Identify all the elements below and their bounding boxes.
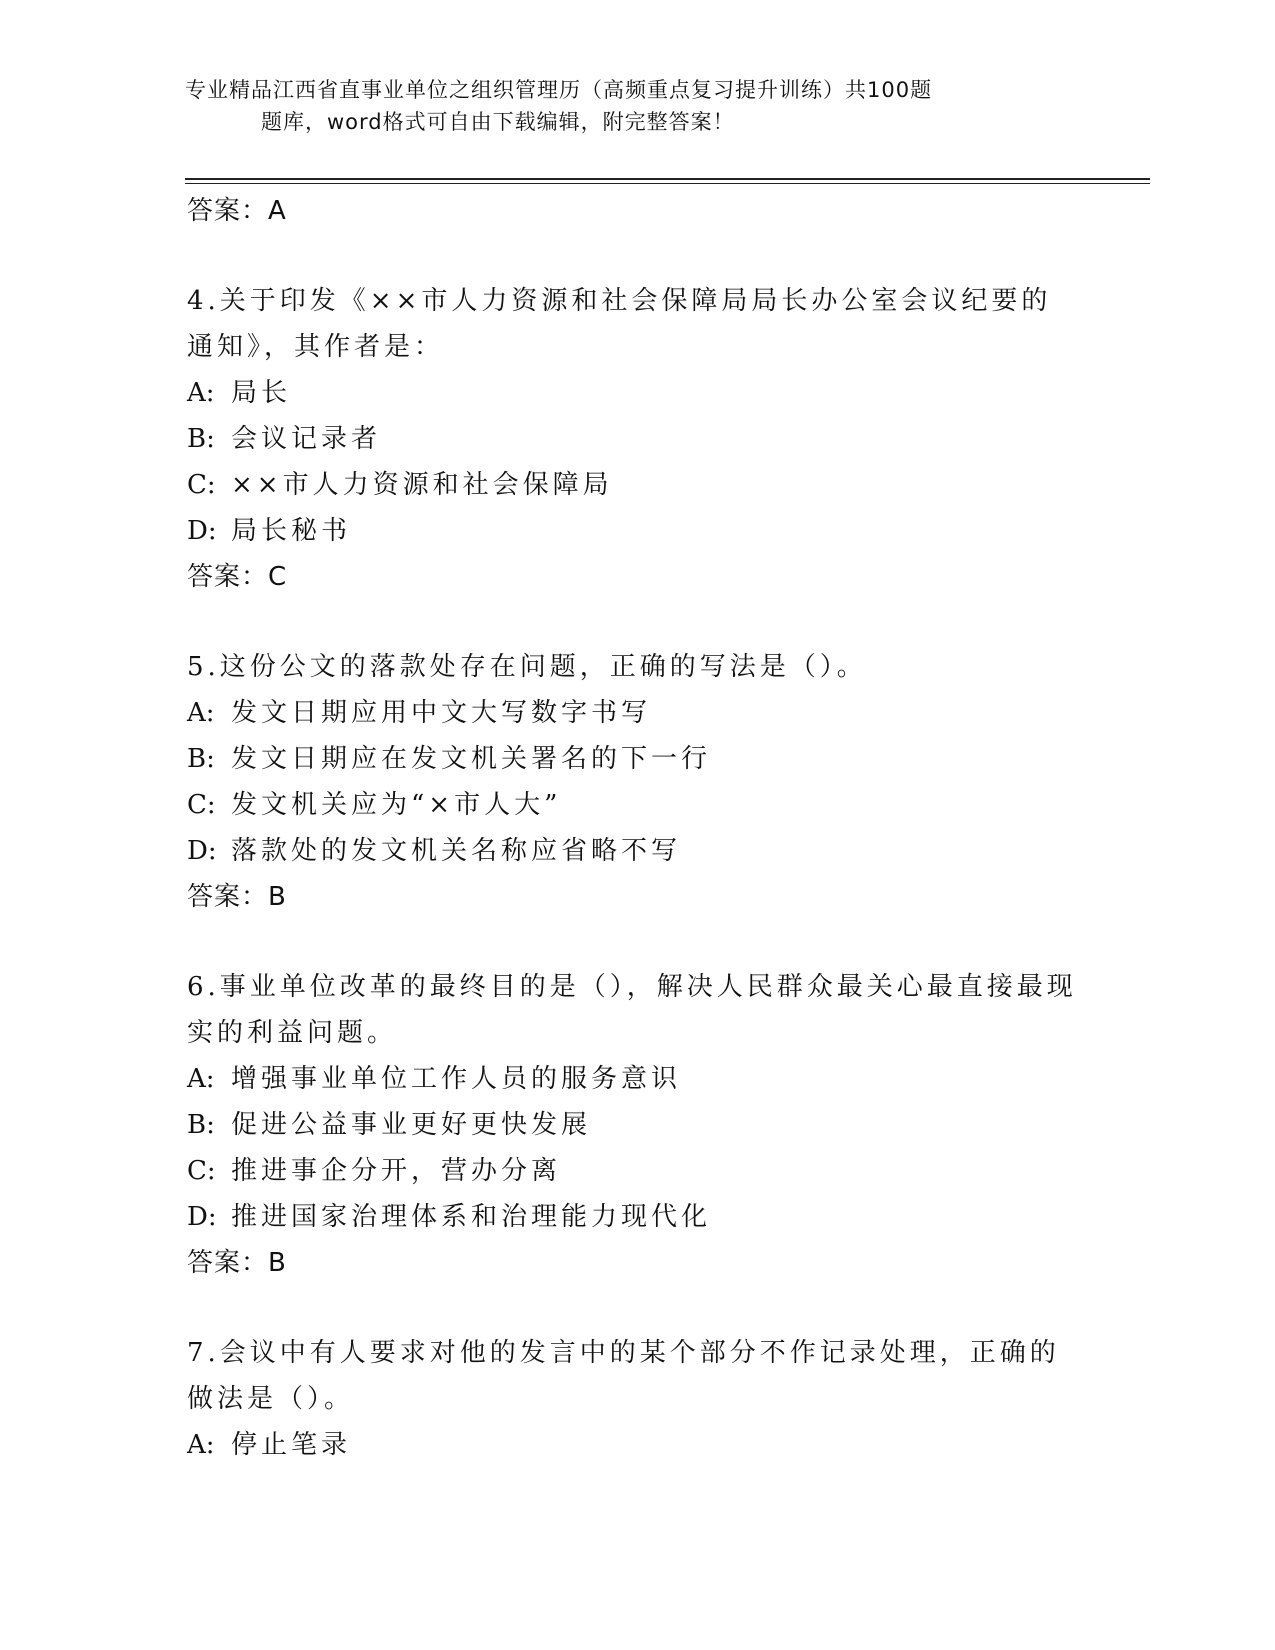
option-letter: B: (187, 1110, 215, 1140)
option-letter: C: (187, 1156, 216, 1186)
question-stem: 5.这份公文的落款处存在问题，正确的写法是（）。 (187, 652, 867, 682)
option-text: 落款处的发文机关名称应省略不写 (231, 836, 682, 866)
option-text: 发文日期应用中文大写数字书写 (231, 698, 652, 728)
answer-line: 答案：A (187, 196, 287, 226)
option-text: 停止笔录 (231, 1430, 352, 1460)
option-text: 局长秘书 (231, 516, 352, 546)
question-block (187, 1330, 1077, 1468)
option-letter: A: (187, 378, 215, 408)
answer-line: 答案：B (187, 1248, 287, 1278)
header-divider-thick (185, 178, 1150, 180)
option-row (187, 1148, 1077, 1194)
option-text: ××市人力资源和社会保障局 (231, 470, 613, 500)
option-letter: C: (187, 470, 216, 500)
question-block (187, 278, 1077, 600)
option-letter: D: (187, 516, 217, 546)
option-row (187, 1102, 1077, 1148)
question-list (187, 188, 1077, 1468)
option-row (187, 1422, 1077, 1468)
option-letter: B: (187, 744, 215, 774)
option-letter: C: (187, 790, 216, 820)
option-text: 发文机关应为“×市人大” (231, 790, 562, 820)
option-row (187, 370, 1077, 416)
question-stem: 7.会议中有人要求对他的发言中的某个部分不作记录处理，正确的做法是（）。 (187, 1338, 1060, 1414)
option-text: 推进国家治理体系和治理能力现代化 (231, 1202, 712, 1232)
option-letter: A: (187, 1064, 215, 1094)
option-row (187, 828, 1077, 874)
answer-line: 答案：C (187, 562, 288, 592)
option-text: 推进事企分开，营办分离 (231, 1156, 562, 1186)
question-block (187, 644, 1077, 920)
option-row (187, 462, 1077, 508)
document-header (185, 74, 1065, 138)
option-row (187, 1056, 1077, 1102)
header-title-line-1: 专业精品江西省直事业单位之组织管理历（高频重点复习提升训练）共100题 (185, 78, 933, 102)
question-block (187, 964, 1077, 1286)
header-title-line-2: 题库，word格式可自由下载编辑，附完整答案！ (261, 110, 735, 134)
option-row (187, 690, 1077, 736)
option-letter: B: (187, 424, 215, 454)
question-stem: 4.关于印发《××市人力资源和社会保障局局长办公室会议纪要的通知》，其作者是： (187, 286, 1052, 362)
option-letter: A: (187, 1430, 215, 1460)
option-text: 促进公益事业更好更快发展 (231, 1110, 592, 1140)
option-row (187, 416, 1077, 462)
option-row (187, 782, 1077, 828)
question-stem: 6.事业单位改革的最终目的是（），解决人民群众最关心最直接最现实的利益问题。 (187, 972, 1077, 1048)
option-row (187, 736, 1077, 782)
option-text: 增强事业单位工作人员的服务意识 (231, 1064, 682, 1094)
option-text: 局长 (231, 378, 292, 408)
option-letter: D: (187, 836, 217, 866)
questions-container (187, 278, 1077, 1468)
answer-line: 答案：B (187, 882, 287, 912)
header-divider-thin (185, 183, 1150, 184)
option-text: 发文日期应在发文机关署名的下一行 (231, 744, 712, 774)
option-letter: A: (187, 698, 215, 728)
option-row (187, 1194, 1077, 1240)
option-letter: D: (187, 1202, 217, 1232)
option-row (187, 508, 1077, 554)
option-text: 会议记录者 (231, 424, 382, 454)
